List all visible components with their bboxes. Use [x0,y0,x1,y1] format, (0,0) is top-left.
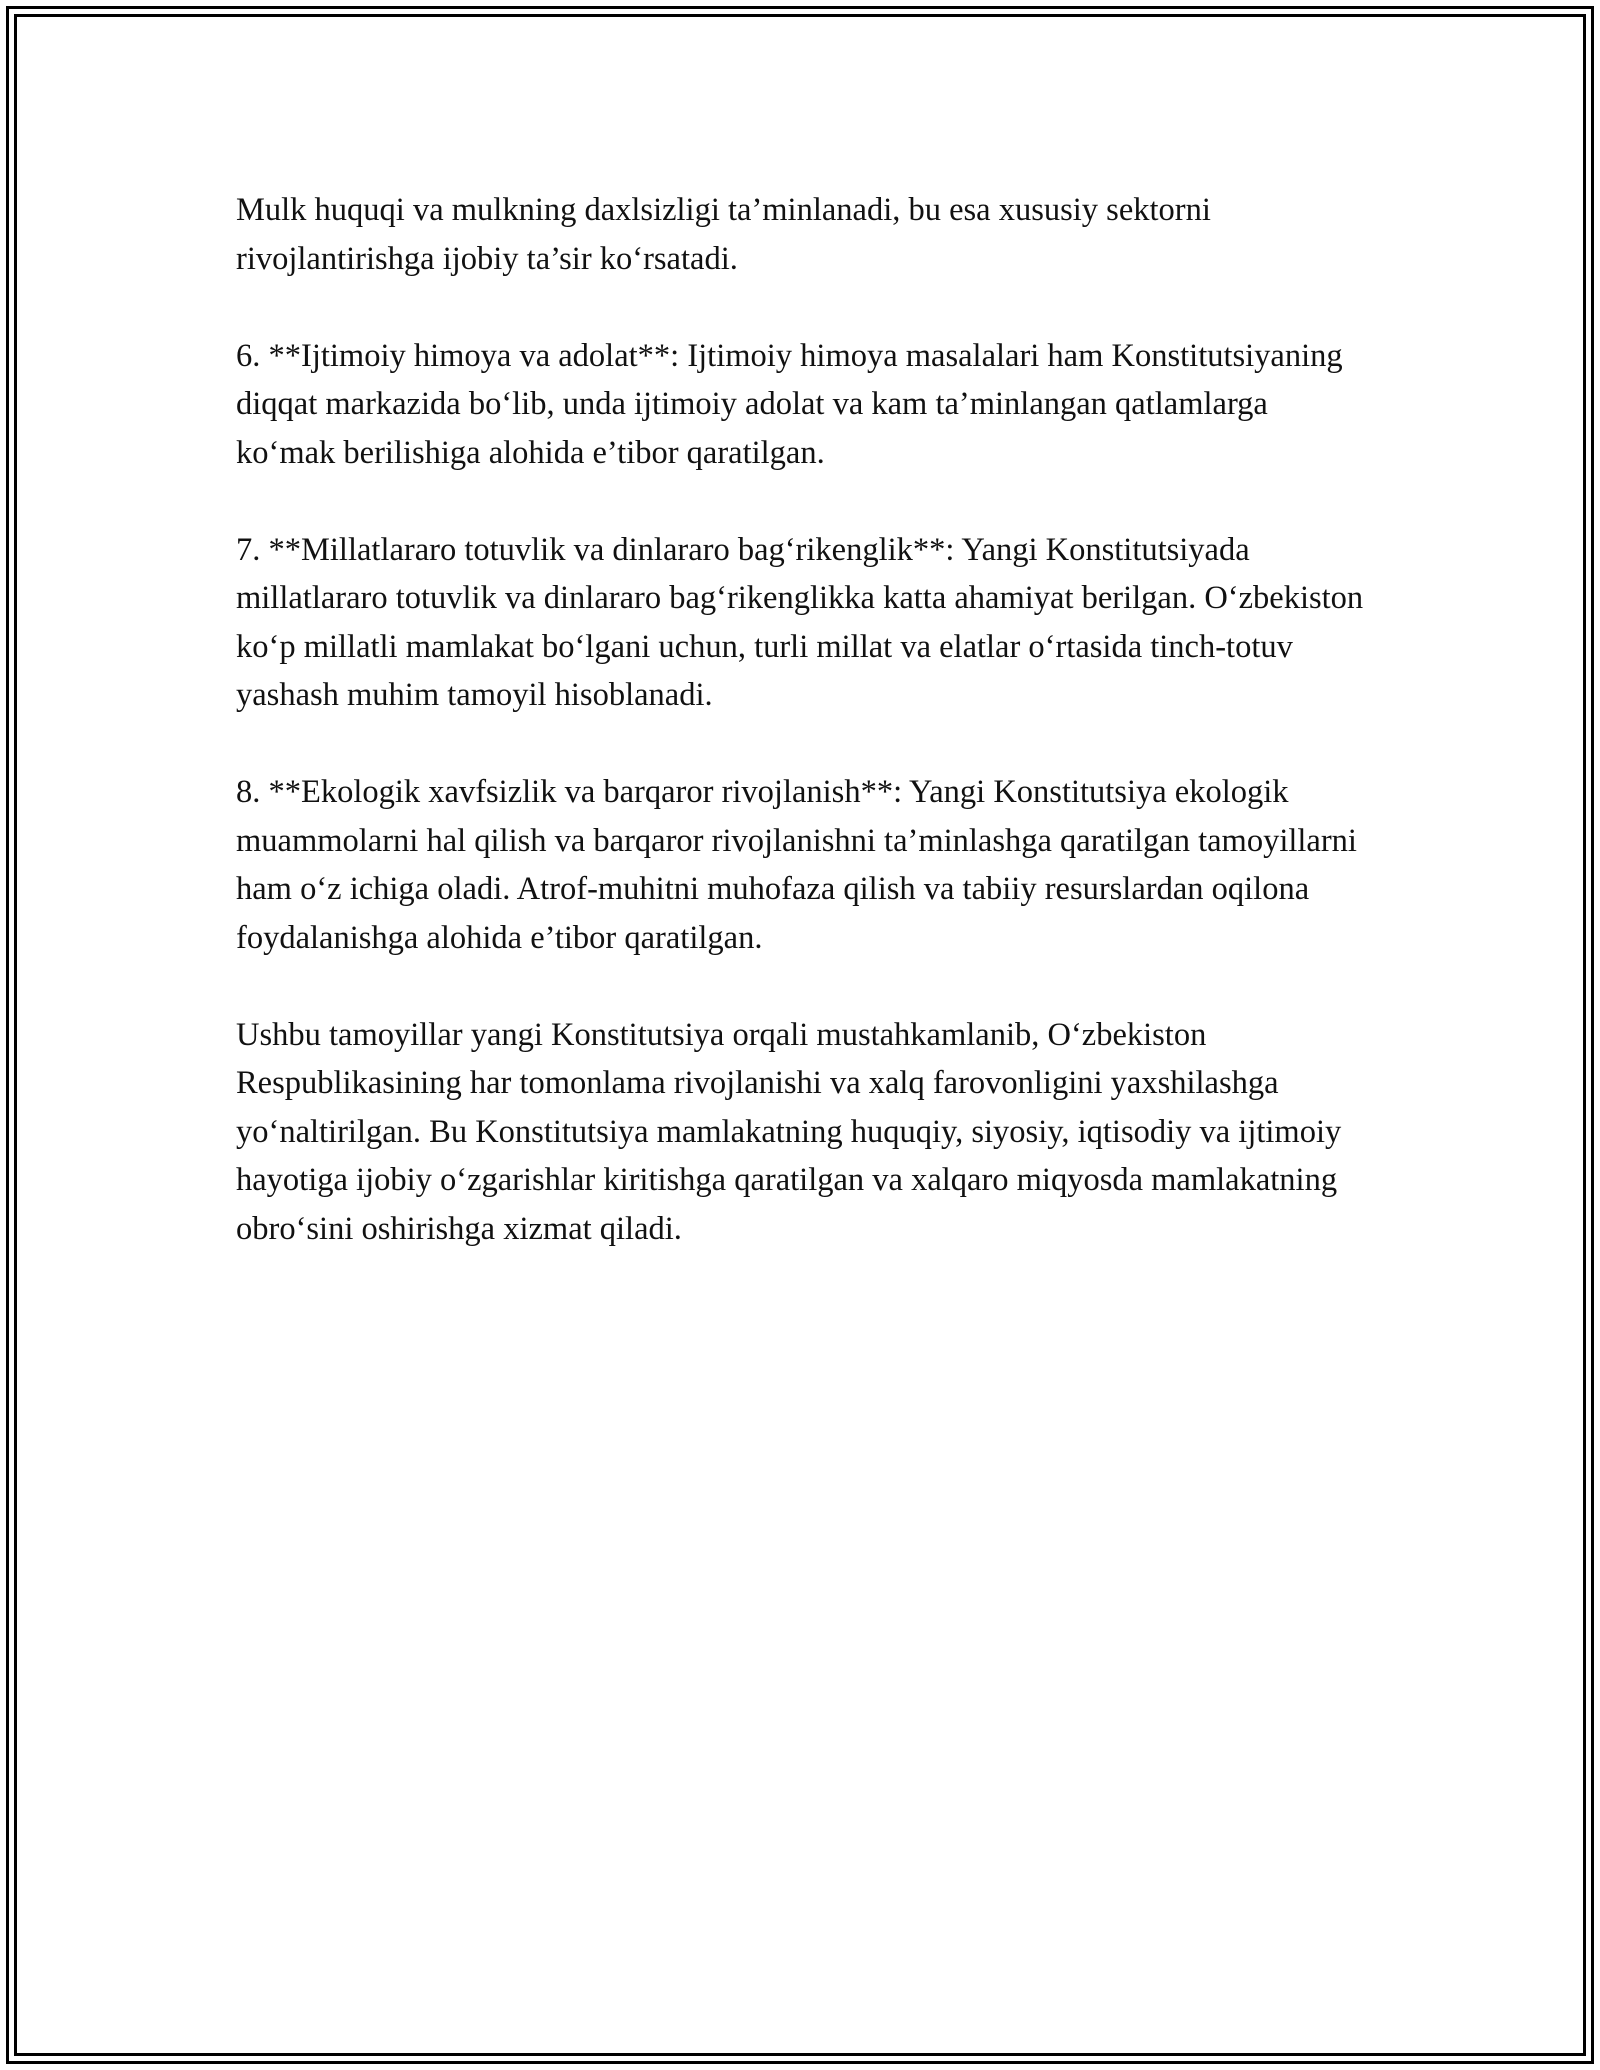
paragraph-property-rights: Mulk huquqi va mulkning daxlsizligi ta’minlanadi, bu esa xususiy sektorni rivojlantirishga ijobiy ta’sir ko‘rsatadi. [236,192,1211,277]
paragraph-conclusion: Ushbu tamoyillar yangi Konstitutsiya orqali mustahkamlanib, O‘zbekiston Respublikasining har tomonlama rivojlanishi va xalq farovonligini yaxshilashga yo‘naltirilgan. Bu Konstitutsiya mamlakatning huquqiy, siyosiy, iqtisodiy va ijtimoiy hayotiga ijobiy o‘zgarishlar kiritishga qaratilgan va xalqaro miqyosda mamlakatning obro‘sini oshirishga xizmat qiladi. [236,1016,1342,1247]
paragraph-social-protection: 6. **Ijtimoiy himoya va adolat**: Ijtimoiy himoya masalalari ham Konstitutsiyaning diqqat markazida bo‘lib, unda ijtimoiy adolat va kam ta’minlangan qatlamlarga ko‘mak berilishiga alohida e’tibor qaratilgan. [236,337,1343,471]
paragraph-interethnic-harmony: 7. **Millatlararo totuvlik va dinlararo bag‘rikenglik**: Yangi Konstitutsiyada millatlararo totuvlik va dinlararo bag‘rikenglikka katta ahamiyat berilgan. O‘zbekiston ko‘p millatli mamlakat bo‘lgani uchun, turli millat va elatlar o‘rtasida tinch-totuv yashash muhim tamoyil hisoblanadi. [236,531,1364,713]
paragraph-ecological-security: 8. **Ekologik xavfsizlik va barqaror rivojlanish**: Yangi Konstitutsiya ekologik muammolarni hal qilish va barqaror rivojlanishni ta’minlashga qaratilgan tamoyillarni ham o‘z ichiga oladi. Atrof-muhitni muhofaza qilish va tabiiy resurslardan oqilona foydalanishga alohida e’tibor qaratilgan. [236,774,1357,956]
document-body [236,186,1366,1302]
